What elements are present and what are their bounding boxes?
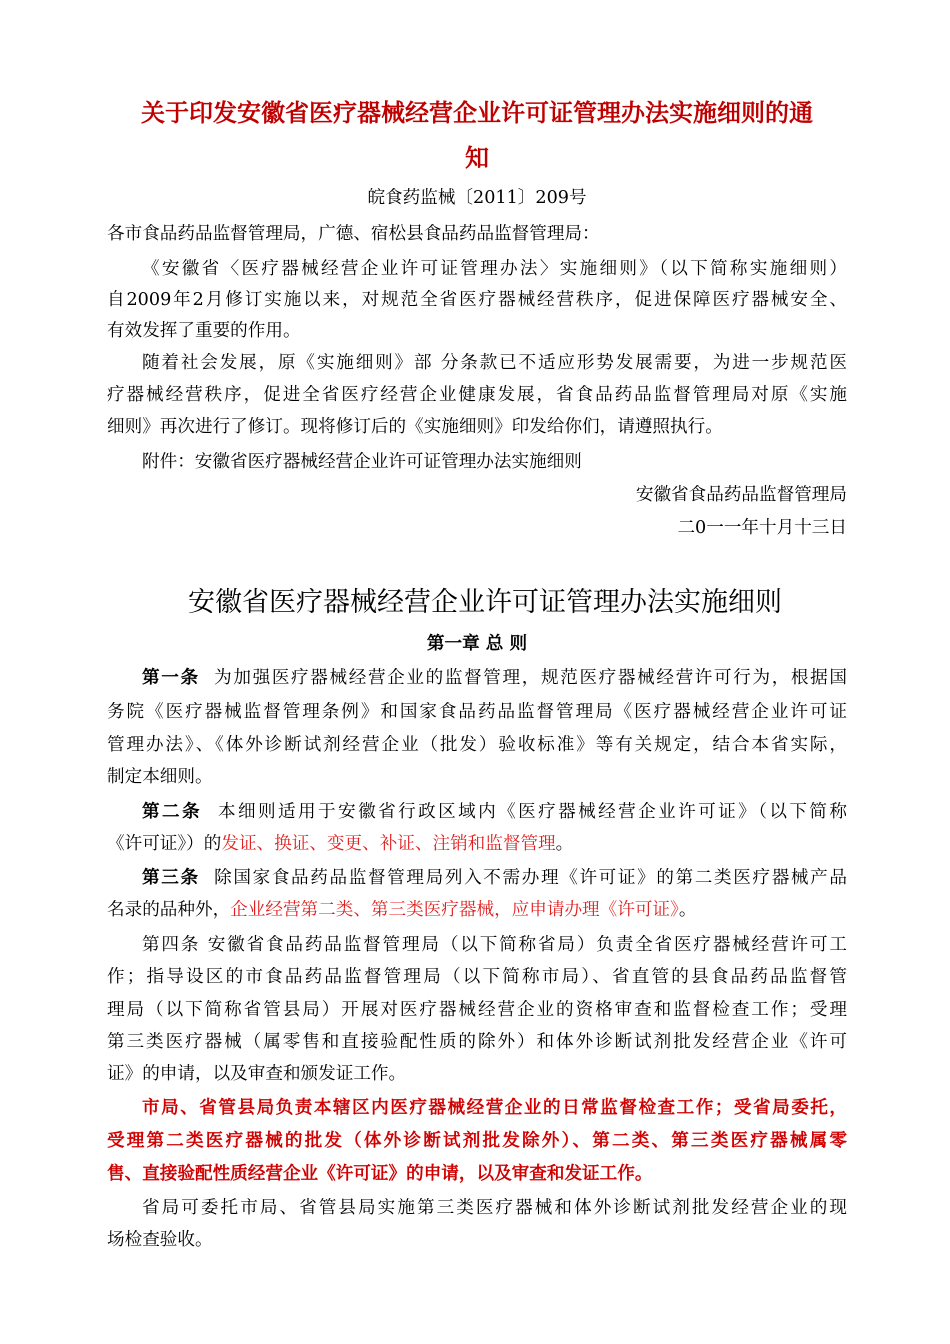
red-para-line2: 受理第二类医疗器械的批发（体外诊断试剂批发除外）、第二类、第三类医疗器械属零	[107, 1130, 847, 1151]
art4-line5: 证》的申请，以及审查和颁发证工作。	[107, 1064, 407, 1084]
art3-text1: 除国家食品药品监督管理局列入不需办理《许可证》的第二类医疗器械产品	[214, 868, 847, 888]
art2-line1	[142, 800, 847, 824]
art1-line3: 管理办法》、《体外诊断试剂经营企业（批发）验收标准》等有关规定，结合本省实际，	[107, 735, 847, 755]
art3-line1	[142, 866, 847, 890]
para2-line1: 随着社会发展，原《实施细则》部 分条款已不适应形势发展需要，为进一步规范医	[142, 353, 847, 373]
art3-label: 第三条	[142, 867, 200, 888]
notice-title-line2: 知	[465, 143, 489, 172]
art2-text1: 本细则适用于安徽省行政区域内《医疗器械经营企业许可证》（以下简称	[218, 802, 847, 822]
art1-label: 第一条	[142, 667, 200, 688]
art1-text1: 为加强医疗器械经营企业的监督管理，规范医疗器械经营许可行为，根据国	[214, 668, 847, 688]
last-para-line1: 省局可委托市局、省管县局实施第三类医疗器械和体外诊断试剂批发经营企业的现	[142, 1198, 847, 1218]
rules-title: 安徽省医疗器械经营企业许可证管理办法实施细则	[188, 587, 782, 618]
art3-text2: 名录的品种外，	[107, 900, 231, 920]
signer: 安徽省食品药品监督管理局	[635, 485, 847, 505]
last-para-line2: 场检查验收。	[107, 1230, 213, 1250]
doc-number: 皖食药监械〔2011〕209号	[367, 188, 587, 208]
art3-text2-end: 。	[678, 900, 697, 920]
addressee: 各市食品药品监督管理局，广德、宿松县食品药品监督管理局：	[107, 224, 600, 244]
attachment-line: 附件：安徽省医疗器械经营企业许可证管理办法实施细则	[142, 452, 582, 472]
para1-line1: 《安徽省〈医疗器械经营企业许可证管理办法〉实施细则》（以下简称实施细则）	[142, 259, 847, 279]
art4-line4: 第三类医疗器械（属零售和直接验配性质的除外）和体外诊断试剂批发经营企业《许可	[107, 1032, 847, 1052]
art2-label: 第二条	[142, 801, 203, 822]
notice-title-line1: 关于印发安徽省医疗器械经营企业许可证管理办法实施细则的通	[141, 98, 813, 127]
art2-text2-end: 。	[555, 834, 574, 854]
art4-line2: 作；指导设区的市食品药品监督管理局（以下简称市局）、省直管的县食品药品监督管	[107, 967, 847, 987]
art2-highlight: 发证、换证、变更、补证、注销和监督管理	[221, 834, 556, 854]
chapter-heading: 第一章 总 则	[426, 633, 528, 654]
art1-line1	[142, 666, 847, 690]
red-para-line1: 市局、省管县局负责本辖区内医疗器械经营企业的日常监督检查工作；受省局委托，	[142, 1097, 847, 1118]
art1-line4: 制定本细则。	[107, 767, 213, 787]
para2-line2: 疗器械经营秩序，促进全省医疗经营企业健康发展，省食品药品监督管理局对原《实施	[107, 385, 847, 405]
para1-line2: 自2009年2月修订实施以来，对规范全省医疗器械经营秩序，促进保障医疗器械安全、	[107, 290, 847, 310]
para1-line3: 有效发挥了重要的作用。	[107, 321, 301, 341]
red-para-line3: 售、直接验配性质经营企业《许可证》的申请，以及审查和发证工作。	[107, 1163, 653, 1184]
signing-date: 二0一一年十月十三日	[677, 518, 847, 538]
art4-line1: 第四条 安徽省食品药品监督管理局（以下简称省局）负责全省医疗器械经营许可工	[142, 935, 847, 955]
art4-line3: 理局（以下简称省管县局）开展对医疗器械经营企业的资格审查和监督检查工作；受理	[107, 1000, 847, 1020]
art1-line2: 务院《医疗器械监督管理条例》和国家食品药品监督管理局《医疗器械经营企业许可证	[107, 702, 847, 722]
art3-highlight: 企业经营第二类、第三类医疗器械，应申请办理《许可证》	[230, 900, 679, 920]
art2-text2: 《许可证》）的	[107, 834, 222, 854]
para2-line3: 细则》再次进行了修订。现将修订后的《实施细则》印发给你们，请遵照执行。	[107, 417, 723, 437]
art2-line2	[107, 832, 847, 856]
art3-line2	[107, 898, 847, 922]
